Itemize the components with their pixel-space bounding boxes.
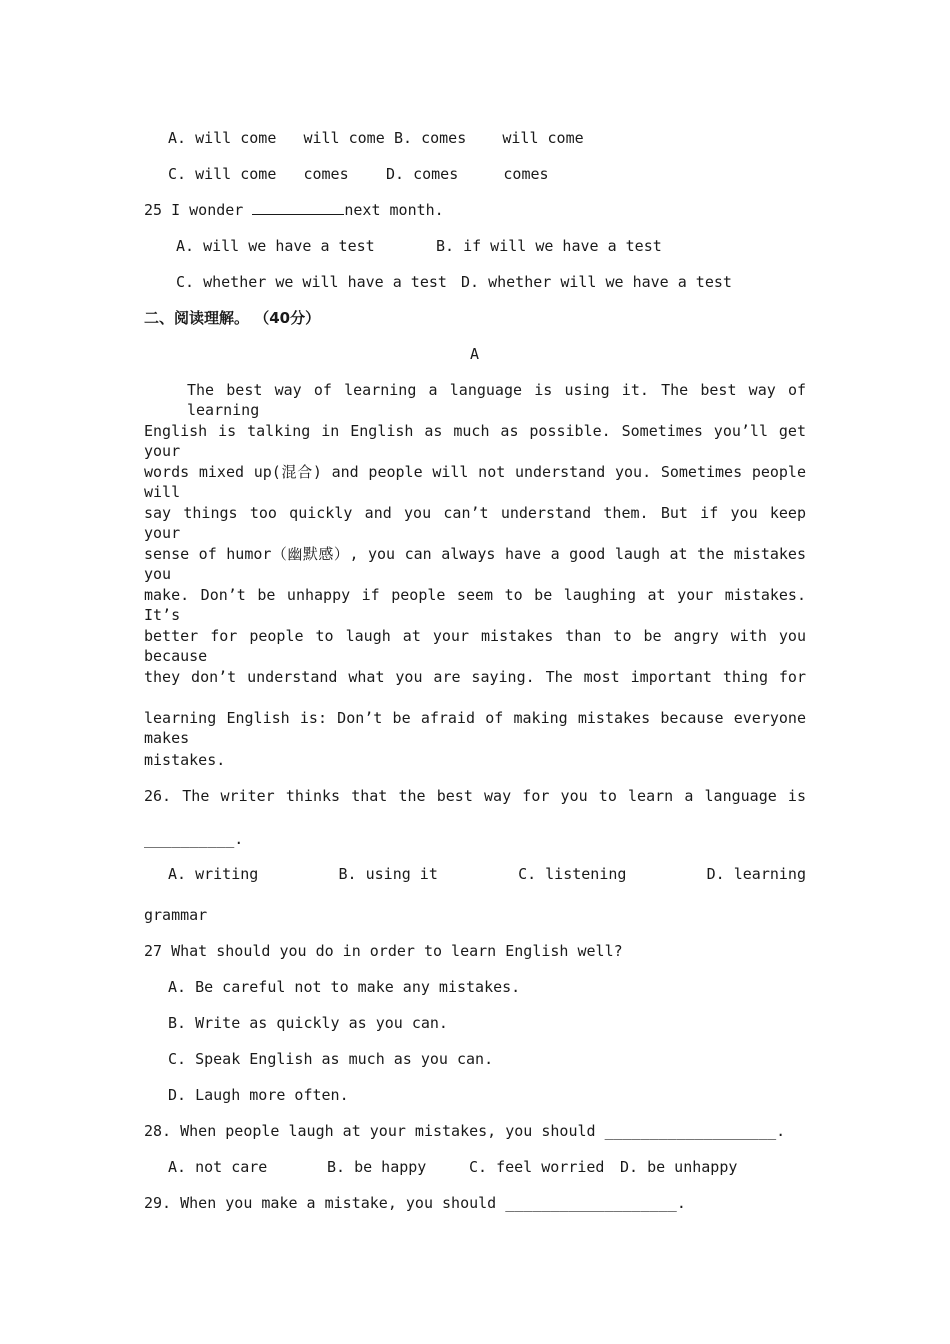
q28-option-c: C. feel worried — [469, 1158, 605, 1176]
q25-after-blank: next month. — [344, 201, 444, 219]
q26-stem: 26. The writer thinks that the best way for you to learn a language is — [144, 787, 806, 805]
q27-option-a: A. Be careful not to make any mistakes. — [168, 978, 521, 996]
passage-line-6: make. Don’t be unhappy if people seem to be laughing at your mistakes. It’s — [144, 586, 806, 624]
q26-option-d-wrap: grammar — [144, 906, 208, 924]
q26-option-a: A. writing — [168, 865, 259, 883]
q25-options-row1 — [176, 236, 662, 256]
q27-option-d: D. Laugh more often. — [168, 1086, 349, 1104]
q25-answer-blank — [252, 200, 344, 215]
q25-stem — [144, 200, 444, 220]
passage-line-10: mistakes. — [144, 751, 226, 769]
q25-number: 25 I wonder — [144, 201, 244, 219]
q24-options-row1 — [168, 128, 584, 148]
passage-line-7: better for people to laugh at your mistakes than to be angry with you because — [144, 627, 806, 665]
q24-option-a: A. will come will come — [168, 129, 385, 147]
q24-option-d: D. comes comes — [386, 165, 549, 183]
q25-options-row2 — [176, 272, 732, 292]
q28-stem: 28. When people laugh at your mistakes, you should ___________________. — [144, 1122, 786, 1140]
passage-line-5: sense of humor（幽默感）, you can always have a good laugh at the mistakes you — [144, 545, 806, 583]
q26-options — [168, 864, 806, 884]
passage-line-3: words mixed up(混合) and people will not understand you. Sometimes people will — [144, 463, 806, 501]
q24-option-b: B. comes will come — [394, 129, 584, 147]
passage-line-1: The best way of learning a language is using it. The best way of learning — [187, 381, 806, 419]
q28-option-b: B. be happy — [327, 1158, 427, 1176]
passage-line-8: they don’t understand what you are saying. The most important thing for — [144, 668, 806, 686]
section-heading: 二、阅读理解。 （40分） — [144, 309, 321, 327]
q26-option-d: D. learning — [706, 865, 806, 883]
q24-option-c: C. will come comes — [168, 165, 349, 183]
q26-option-b: B. using it — [338, 865, 438, 883]
passage-line-9: learning English is: Don’t be afraid of making mistakes because everyone makes — [144, 709, 806, 747]
q27-stem: 27 What should you do in order to learn English well? — [144, 942, 623, 960]
q27-option-b: B. Write as quickly as you can. — [168, 1014, 448, 1032]
q26-option-c: C. listening — [518, 865, 627, 883]
q29-stem: 29. When you make a mistake, you should ___________________. — [144, 1194, 686, 1212]
passage-label: A — [470, 345, 480, 363]
q27-option-c: C. Speak English as much as you can. — [168, 1050, 494, 1068]
q25-option-c: C. whether we will have a test — [176, 273, 447, 291]
q25-option-b: B. if will we have a test — [436, 237, 662, 255]
passage-line-2: English is talking in English as much as possible. Sometimes you’ll get your — [144, 422, 806, 460]
q28-option-a: A. not care — [168, 1158, 268, 1176]
q28-option-d: D. be unhappy — [620, 1158, 738, 1176]
q25-option-d: D. whether will we have a test — [461, 273, 732, 291]
passage-line-4: say things too quickly and you can’t understand them. But if you keep your — [144, 504, 806, 542]
q24-options-row2 — [168, 164, 549, 184]
q25-option-a: A. will we have a test — [176, 237, 375, 255]
q28-options — [168, 1157, 737, 1177]
q26-blank: __________. — [144, 830, 244, 848]
